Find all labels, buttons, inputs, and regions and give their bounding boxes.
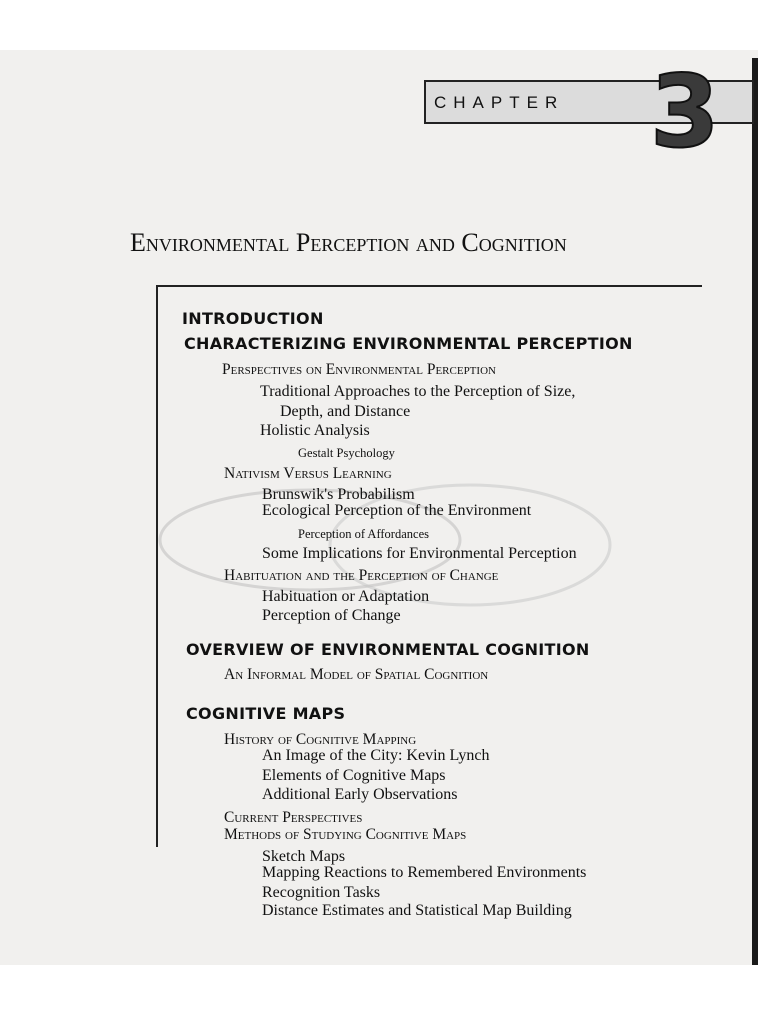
toc-section: An Informal Model of Spatial Cognition xyxy=(224,666,489,683)
toc-heading-introduction: INTRODUCTION xyxy=(182,309,324,328)
toc-subsection: Recognition Tasks xyxy=(262,884,381,901)
toc-section: Methods of Studying Cognitive Maps xyxy=(224,826,467,843)
toc-subsection: An Image of the City: Kevin Lynch xyxy=(262,747,490,764)
toc-subsection: Brunswik's Probabilism xyxy=(262,486,415,503)
toc-subsection-continued: Depth, and Distance xyxy=(280,403,411,420)
toc-heading-cognitive-maps: COGNITIVE MAPS xyxy=(186,704,346,723)
toc-section: Habituation and the Perception of Change xyxy=(224,567,499,584)
toc-subsection: Holistic Analysis xyxy=(260,422,370,439)
toc-subsection: Perception of Change xyxy=(262,607,401,624)
toc-section: Nativism Versus Learning xyxy=(224,465,392,482)
chapter-number: 3 xyxy=(650,53,720,170)
toc-subsection: Elements of Cognitive Maps xyxy=(262,767,446,784)
toc-heading-overview: OVERVIEW OF ENVIRONMENTAL COGNITION xyxy=(186,640,590,659)
toc-heading-characterizing: CHARACTERIZING ENVIRONMENTAL PERCEPTION xyxy=(184,334,633,353)
toc-topic: Perception of Affordances xyxy=(298,527,429,541)
toc-section: Perspectives on Environmental Perception xyxy=(222,361,496,378)
toc-subsection: Distance Estimates and Statistical Map Building xyxy=(262,902,572,919)
toc-subsection: Mapping Reactions to Remembered Environments xyxy=(262,864,587,881)
toc-section: Current Perspectives xyxy=(224,809,363,826)
toc-subsection: Habituation or Adaptation xyxy=(262,588,430,605)
toc-subsection: Some Implications for Environmental Perception xyxy=(262,545,577,562)
chapter-title: Environmental Perception and Cognition xyxy=(130,228,567,257)
chapter-label: CHAPTER xyxy=(434,93,565,112)
toc-topic: Gestalt Psychology xyxy=(298,446,395,460)
toc-subsection: Ecological Perception of the Environment xyxy=(262,502,532,519)
toc-subsection: Traditional Approaches to the Perception of Size, xyxy=(260,383,576,400)
toc-subsection: Additional Early Observations xyxy=(262,786,458,803)
toc-section: History of Cognitive Mapping xyxy=(224,731,417,748)
toc-subsection: Sketch Maps xyxy=(262,848,346,865)
